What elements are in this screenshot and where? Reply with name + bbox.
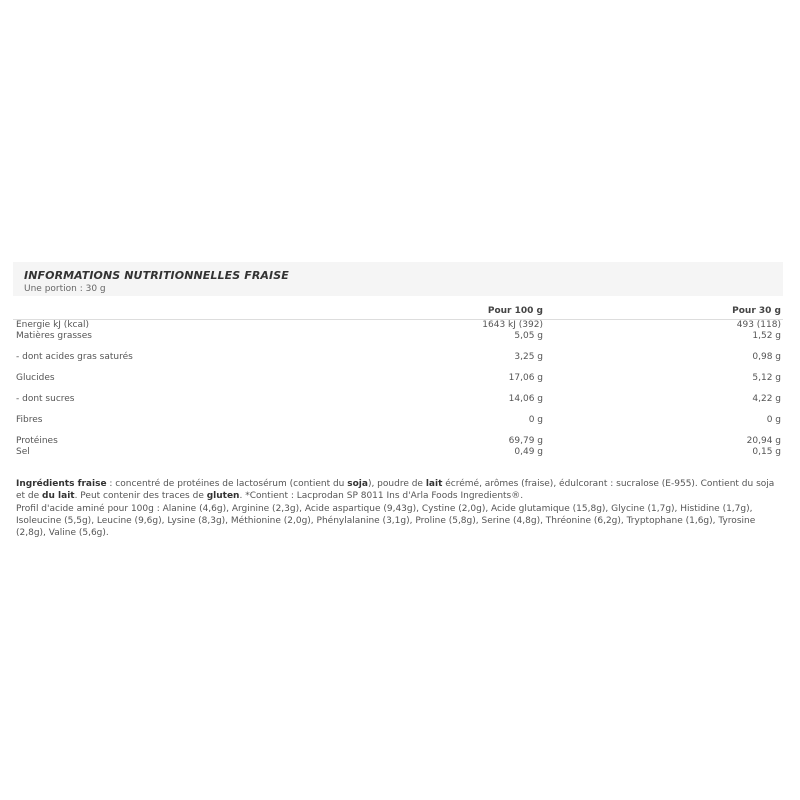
value-per-30g: 1,52 g xyxy=(752,331,781,341)
ingredients-part: . *Contient : Lacprodan SP 8011 Ins d'Arla Foods Ingredients®. xyxy=(239,491,524,501)
nutrition-title: INFORMATIONS NUTRITIONNELLES FRAISE xyxy=(24,269,289,282)
amino-acid-profile: Profil d'acide aminé pour 100g : Alanine (4,6g), Arginine (2,3g), Acide aspartique (9,43g), Cystine (2,0g), Acide glutamique (15,8g), Glycine (1,7g), Histidine (1,7g), Isoleucine (5,5g), Leucine (9,6g), Lysine (8,3g), Méthionine (2,0g), Phénylalanine (3,1g), Proline (5,8g), Serine (4,8g), Thréonine (6,2g), Tryptophane (1,6g), Tyrosine (2,8g), Valine (5,6g). xyxy=(16,504,756,538)
nutrient-label: Glucides xyxy=(16,373,55,383)
value-per-100g: 5,05 g xyxy=(514,331,543,341)
value-per-100g: 17,06 g xyxy=(508,373,543,383)
value-per-100g: 69,79 g xyxy=(508,436,543,446)
allergen-lait: lait xyxy=(425,479,443,489)
nutrient-label: Fibres xyxy=(16,415,43,425)
table-row xyxy=(13,426,783,447)
nutrient-label: Matières grasses xyxy=(16,331,92,341)
column-header-nutrient xyxy=(13,306,213,320)
nutrition-header-panel xyxy=(13,262,783,296)
value-per-100g: 0,49 g xyxy=(514,447,543,457)
ingredients-text xyxy=(16,478,786,502)
nutrient-label: Protéines xyxy=(16,436,58,446)
value-per-30g: 493 (118) xyxy=(736,320,781,330)
table-row xyxy=(13,405,783,426)
ingredients-part: : concentré de protéines de lactosérum (contient du xyxy=(106,479,348,489)
allergen-soja: soja xyxy=(347,479,368,489)
portion-size: Une portion : 30 g xyxy=(24,284,106,294)
nutrient-label: Energie kJ (kcal) xyxy=(16,320,90,330)
value-per-30g: 5,12 g xyxy=(752,373,781,383)
column-header-per-30g: Pour 30 g xyxy=(543,306,783,320)
value-per-30g: 0,15 g xyxy=(752,447,781,457)
value-per-30g: 4,22 g xyxy=(752,394,781,404)
column-header-per-100g: Pour 100 g xyxy=(213,306,543,320)
value-per-100g: 1643 kJ (392) xyxy=(482,320,543,330)
ingredients-part: ), poudre de xyxy=(367,479,426,489)
value-per-100g: 14,06 g xyxy=(508,394,543,404)
table-row xyxy=(13,363,783,384)
allergen-gluten: gluten xyxy=(206,491,240,501)
table-row xyxy=(13,331,783,342)
value-per-100g: 3,25 g xyxy=(514,352,543,362)
table-row xyxy=(13,384,783,405)
value-per-30g: 20,94 g xyxy=(746,436,781,446)
ingredients-part: . Peut contenir des traces de xyxy=(74,491,207,501)
ingredients-label: Ingrédients fraise xyxy=(16,479,107,489)
table-header-row xyxy=(13,306,783,320)
nutrient-label: - dont sucres xyxy=(16,394,75,404)
allergen-du-lait: du lait xyxy=(42,491,75,501)
nutrition-table xyxy=(13,306,783,458)
value-per-100g: 0 g xyxy=(528,415,543,425)
table-row xyxy=(13,342,783,363)
nutrient-label: - dont acides gras saturés xyxy=(16,352,133,362)
table-row xyxy=(13,320,783,332)
ingredients-part: écrémé, arômes (fraise), édulcorant : sucralose (E-955). Contient du soja et de xyxy=(16,479,775,501)
value-per-30g: 0,98 g xyxy=(752,352,781,362)
nutrient-label: Sel xyxy=(16,447,30,457)
table-row xyxy=(13,447,783,458)
value-per-30g: 0 g xyxy=(766,415,781,425)
